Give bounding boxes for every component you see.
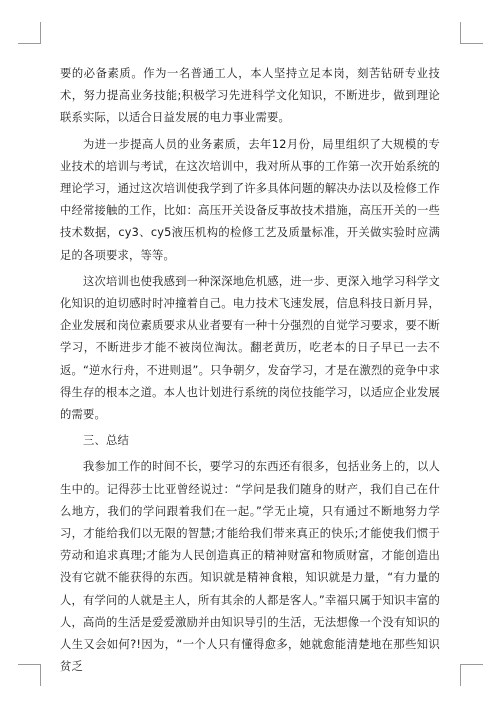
paragraph-summary: 我参加工作的时间不长，要学习的东西还有很多，包括业务上的，以人生中的。记得莎士比亚曾经说过：“学问是我们随身的财产，我们自己在什么地方，我们的学问跟着我们在一起。”学无止境，只有通过不断地努力学习，才能给我们以无限的智慧;才能给我们带来真正的快乐;才能使我们惯于劳动和追求真理;才能为人民创造真正的精神财富和物质财富，才能创造出没有它就不能获得的东西。知识就是精神食粮，知识就是力量，“有力量的人，有学问的人就是主人，所有其余的人都是客人。”幸福只属于知识丰富的人，高尚的生活是爱爱激励并由知识导引的生活，无法想像一个没有知识的人生又会如何?!因为，“一个人只有懂得愈多，她就愈能清楚地在那些知识贫乏 [60,460,440,674]
crop-mark-bottom-right-vertical [460,664,461,686]
crop-mark-top-right-vertical [460,22,461,44]
crop-mark-top-left-vertical [40,22,41,44]
paragraph-crisis: 这次培训也使我感到一种深深地危机感，进一步、更深入地学习科学文化知识的迫切感时时冲撞着自己。电力技术飞速发展，信息科技日新月异，企业发展和岗位素质要求从业者要有一种十分强烈的自觉学习要求，要不断学习，不断进步才能不被岗位淘汰。翻老黄历，吃老本的日子早已一去不返。“逆水行舟，不进则退”。只争朝夕，发奋学习，才是在激烈的竞争中求得生存的根本之道。本人也计划进行系统的岗位技能学习，以适应企业发展的需要。 [60,274,441,422]
crop-mark-top-left-horizontal [18,43,41,44]
crop-mark-bottom-right-horizontal [460,664,483,665]
crop-mark-bottom-left-horizontal [18,664,41,665]
section-heading-summary: 三、总结 [83,434,129,448]
crop-mark-bottom-left-vertical [40,664,41,686]
paragraph-training: 为进一步提高人员的业务素质，去年12月份，局里组织了大规模的专业技术的培训与考试，在这次培训中，我对所从事的工作第一次开始系统的理论学习，通过这次培训使我学到了许多具体问题的解决办法以及检修工作中经常接触的工作，比如：高压开关设备反事故技术措施，高压开关的一些技术数据，cy3、cy5液压机构的检修工艺及质量标准，开关做实验时应满足的各项要求，等等。 [60,137,440,262]
paragraph-skills: 要的必备素质。作为一名普通工人，本人坚持立足本岗，刻苦钻研专业技术，努力提高业务技能;积极学习先进科学文化知识，不断进步，做到理论联系实际，以适合日益发展的电力事业需要。 [60,67,440,125]
crop-mark-top-right-horizontal [460,43,483,44]
document-body [60,63,440,682]
